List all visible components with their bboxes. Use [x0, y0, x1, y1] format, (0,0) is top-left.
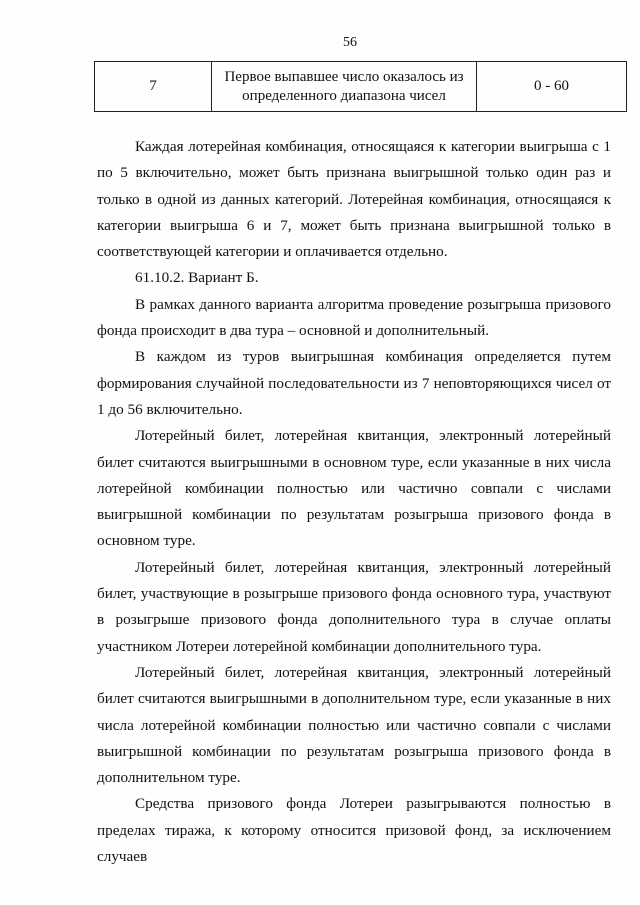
paragraph-additional-tour-winning: Лотерейный билет, лотерейная квитанция, электронный лотерейный билет считаются выигрышными в дополнительном туре, если указанные в них числа лотерейной комбинации полностью или частично совпали с числами выигрышной комбинации по результатам розыгрыша призового фонда в дополнительном туре. — [97, 663, 611, 787]
paragraph-winning-combination: В каждом из туров выигрышная комбинация определяется путем формирования случайной последовательности из 7 неповторяющихся чисел от 1 до 56 включительно. — [97, 348, 611, 418]
page-number: 56 — [343, 35, 357, 50]
table-row — [95, 62, 627, 112]
category-number-cell: 7 — [95, 62, 212, 112]
paragraph-two-tours: В рамках данного варианта алгоритма проведение розыгрыша призового фонда происходит в два тура – основной и дополнительный. — [97, 295, 611, 340]
prize-category-table — [94, 61, 627, 112]
paragraph-main-tour-winning: Лотерейный билет, лотерейная квитанция, электронный лотерейный билет считаются выигрышными в основном туре, если указанные в них числа лотерейной комбинации полностью или частично совпали с числами выигрышной комбинации по результатам розыгрыша призового фонда в основном туре. — [97, 427, 611, 550]
category-description-cell: Первое выпавшее число оказалось из определенного диапазона чисел — [212, 62, 477, 112]
section-heading-variant-b: 61.10.2. Вариант Б. — [135, 269, 259, 287]
category-range-cell: 0 - 60 — [477, 62, 627, 112]
paragraph-category-rules: Каждая лотерейная комбинация, относящаяся к категории выигрыша с 1 по 5 включительно, может быть признана выигрышной только один раз и только в одной из данных категорий. Лотерейная комбинация, относящаяся к категории выигрыша 6 и 7, может быть признана выигрышной только в соответствующей категории и оплачивается отдельно. — [97, 138, 611, 261]
paragraph-prize-fund: Средства призового фонда Лотереи разыгрываются полностью в пределах тиража, к которому относится призовой фонд, за исключением случаев — [97, 795, 611, 866]
body-text — [97, 134, 611, 870]
paragraph-additional-tour-participation: Лотерейный билет, лотерейная квитанция, электронный лотерейный билет, участвующие в розыгрыше призового фонда основного тура, участвуют в розыгрыше призового фонда дополнительного тура в случае оплаты участником Лотереи лотерейной комбинации дополнительного тура. — [97, 558, 611, 655]
